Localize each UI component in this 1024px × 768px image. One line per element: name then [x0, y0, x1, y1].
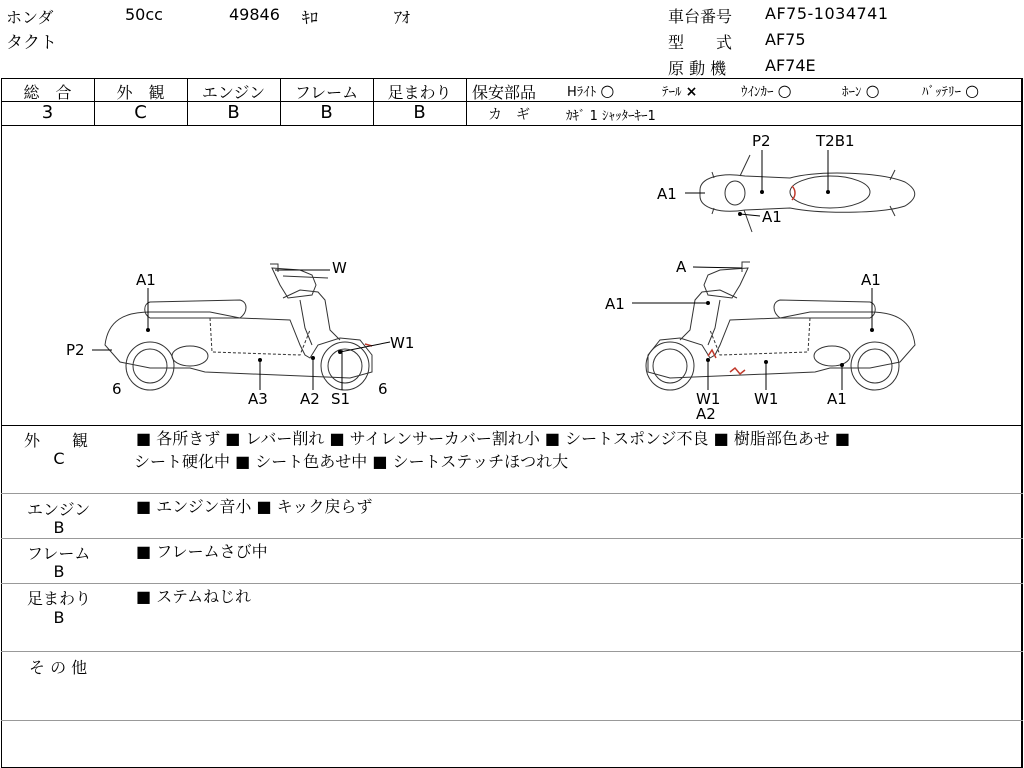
left-label-a2: A2 [300, 390, 320, 408]
right-label-a2: A2 [696, 405, 716, 423]
grade-header-total: 総 合 [23, 83, 72, 102]
key-label: カ ギ [488, 107, 530, 123]
right-scooter-body [648, 312, 915, 378]
mileage: 49846 [229, 5, 280, 24]
right-scooter-handlebar [704, 268, 748, 298]
engine-value: AF74E [765, 56, 816, 75]
safety-item-battery: ﾊﾞｯﾃﾘｰ ○ [922, 81, 980, 100]
grade-total: 3 [41, 102, 54, 123]
left-label-6b: 6 [378, 380, 388, 398]
key-value: ｶｷﾞ 1 ｼｬｯﾀｰｷｰ1 [566, 109, 656, 124]
suspension-section-grade: B [53, 608, 65, 627]
right-label-w1-a: W1 [696, 390, 721, 408]
frame-section-grade: B [53, 562, 65, 581]
right-label-a1-bottom: A1 [827, 390, 847, 408]
mileage-unit: ｷﾛ [302, 8, 319, 27]
engine-section-label: エンジン [27, 500, 91, 519]
suspension-remarks: ■ ステムねじれ [136, 587, 252, 606]
maker: ホンダ [6, 8, 54, 27]
grade-exterior: C [134, 102, 147, 123]
exterior-remarks-line2: シート硬化中 ■ シート色あせ中 ■ シートステッチほつれ大 [134, 452, 569, 471]
top-label-a1-left: A1 [657, 185, 677, 203]
left-label-6a: 6 [112, 380, 122, 398]
grade-header-exterior: 外 観 [116, 83, 165, 102]
right-label-a: A [676, 258, 687, 276]
left-scooter-body [105, 312, 372, 378]
engine-section-grade: B [53, 518, 65, 537]
grade-engine: B [227, 102, 240, 123]
winker-mark: ○ [777, 81, 792, 100]
grade-header-engine: エンジン [201, 83, 266, 102]
right-scooter-seat [774, 300, 875, 318]
grade-suspension: B [413, 102, 426, 123]
frame-section-label: フレーム [27, 544, 91, 563]
left-label-a1: A1 [136, 271, 156, 289]
headlight-mark: ○ [600, 81, 615, 100]
left-scooter-front [283, 290, 340, 345]
right-label-w1-b: W1 [754, 390, 779, 408]
left-label-p2: P2 [66, 341, 85, 359]
engine-label: 原 動 機 [668, 59, 727, 78]
frame-no-label: 車台番号 [668, 7, 733, 26]
exterior-section-label: 外 観 [24, 431, 89, 450]
suspension-section-label: 足まわり [27, 589, 92, 608]
left-label-a3: A3 [248, 390, 268, 408]
tail-mark: × [685, 84, 698, 100]
safety-label: 保安部品 [472, 83, 537, 102]
color: ｱｵ [394, 8, 411, 27]
frame-no: AF75-1034741 [765, 4, 889, 23]
type-label: 型 式 [668, 33, 733, 52]
safety-item-horn: ﾎｰﾝ ○ [842, 81, 880, 100]
safety-item-headlight: Hﾗｲﾄ ○ [567, 81, 615, 100]
top-label-a1-bottom: A1 [762, 208, 782, 226]
left-scooter-handlebar [272, 268, 316, 298]
safety-item-winker: ｳｲﾝｶｰ ○ [741, 81, 792, 100]
model-name: タクト [6, 33, 57, 53]
left-scooter-seat [145, 300, 246, 318]
battery-mark: ○ [965, 81, 980, 100]
left-label-s1: S1 [331, 390, 351, 408]
horn-mark: ○ [865, 81, 880, 100]
grade-header-frame: フレーム [294, 83, 359, 102]
exterior-remarks-line1: ■ 各所きず ■ レバー削れ ■ サイレンサーカバー割れ小 ■ シートスポンジ不良 ■ 樹脂部色あせ ■ [136, 429, 851, 448]
grade-header-suspension: 足まわり [387, 83, 452, 102]
other-section-label: そ の 他 [29, 658, 88, 677]
left-label-w1: W1 [390, 334, 415, 352]
left-label-w: W [332, 259, 347, 277]
frame-remarks: ■ フレームさび中 [136, 542, 268, 561]
type-value: AF75 [765, 30, 806, 49]
right-label-a1-top: A1 [861, 271, 881, 289]
right-label-a1-left: A1 [605, 295, 625, 313]
displacement: 50cc [125, 5, 163, 24]
top-label-p2: P2 [752, 132, 771, 150]
engine-remarks: ■ エンジン音小 ■ キック戻らず [136, 497, 373, 516]
grade-frame: B [320, 102, 333, 123]
top-label-t2b1: T2B1 [816, 132, 855, 150]
exterior-section-grade: C [53, 449, 65, 468]
safety-item-tail: ﾃｰﾙ × [662, 84, 698, 100]
